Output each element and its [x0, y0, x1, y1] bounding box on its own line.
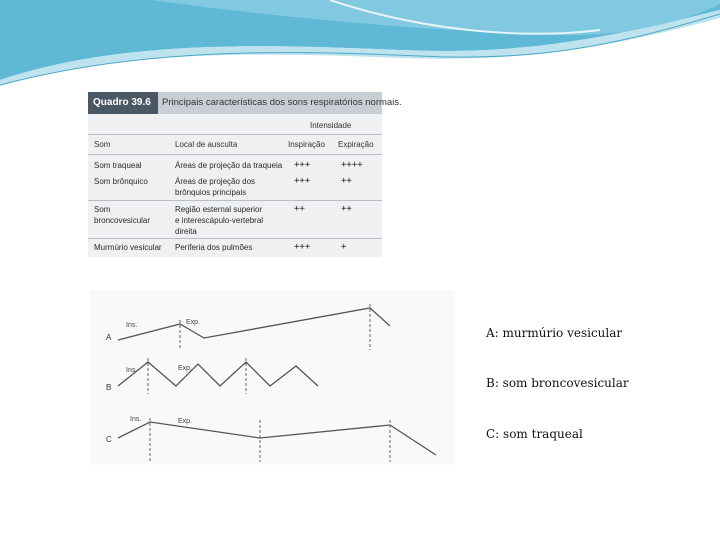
respiratory-sounds-table: [88, 92, 402, 257]
cell-som: Som brônquico: [94, 177, 148, 186]
cell-expiracao: ++: [341, 204, 352, 214]
table-label: Quadro 39.6: [88, 92, 158, 114]
table-row: [88, 176, 382, 200]
table-row: [88, 242, 382, 254]
waveform-a: [106, 304, 390, 350]
label-ins: Ins.: [126, 367, 138, 374]
table-divider: [88, 200, 382, 201]
row-letter: C: [106, 435, 112, 444]
waveform-b: [106, 358, 318, 394]
cell-expiracao: ++: [341, 176, 352, 186]
cell-som: Murmúrio vesicular: [94, 243, 162, 252]
header-swoosh: [0, 0, 720, 90]
col-header-local: Local de ausculta: [175, 140, 238, 149]
label-ins: Ins.: [126, 322, 138, 329]
cell-inspiracao: +++: [294, 242, 311, 252]
cell-inspiracao: ++: [294, 204, 305, 214]
col-header-inspiracao: Inspiração: [288, 140, 325, 149]
table-title: Principais características dos sons respiratórios normais.: [162, 97, 402, 108]
cell-som: Som traqueal: [94, 161, 142, 170]
caption-a: A: murmúrio vesicular: [486, 326, 623, 340]
cell-inspiracao: +++: [294, 176, 311, 186]
cell-som: Som broncovesicular: [94, 205, 151, 225]
cell-expiracao: +: [341, 242, 347, 252]
row-letter: B: [106, 383, 112, 392]
row-letter: A: [106, 333, 112, 342]
caption-c: C: som traqueal: [486, 427, 583, 441]
cell-inspiracao: +++: [294, 160, 311, 170]
table-divider: [88, 154, 382, 155]
cell-local: Região esternal superior e interescápulo-vertebral direita: [175, 205, 264, 236]
col-header-som: Som: [94, 140, 111, 149]
caption-b: B: som broncovesicular: [486, 376, 629, 390]
col-header-expiracao: Expiração: [338, 140, 374, 149]
label-exp: Exp.: [178, 418, 193, 425]
label-exp: Exp.: [178, 365, 193, 372]
label-exp: Exp.: [186, 319, 201, 326]
table-divider: [88, 134, 382, 135]
table-header-bar: [88, 92, 402, 114]
cell-local: Áreas de projeção dos brônquios principais: [175, 177, 256, 197]
cell-expiracao: ++++: [341, 160, 363, 170]
cell-local: Áreas de projeção da traqueia: [175, 161, 283, 170]
intensity-header: Intensidade: [310, 121, 352, 130]
waveform-c: [106, 416, 436, 462]
breath-sound-waveforms: [90, 290, 455, 465]
table-row: [88, 204, 382, 238]
table-divider: [88, 238, 382, 239]
label-ins: Ins.: [130, 416, 142, 423]
table-row: [88, 160, 382, 172]
cell-local: Periferia dos pulmões: [175, 243, 253, 252]
